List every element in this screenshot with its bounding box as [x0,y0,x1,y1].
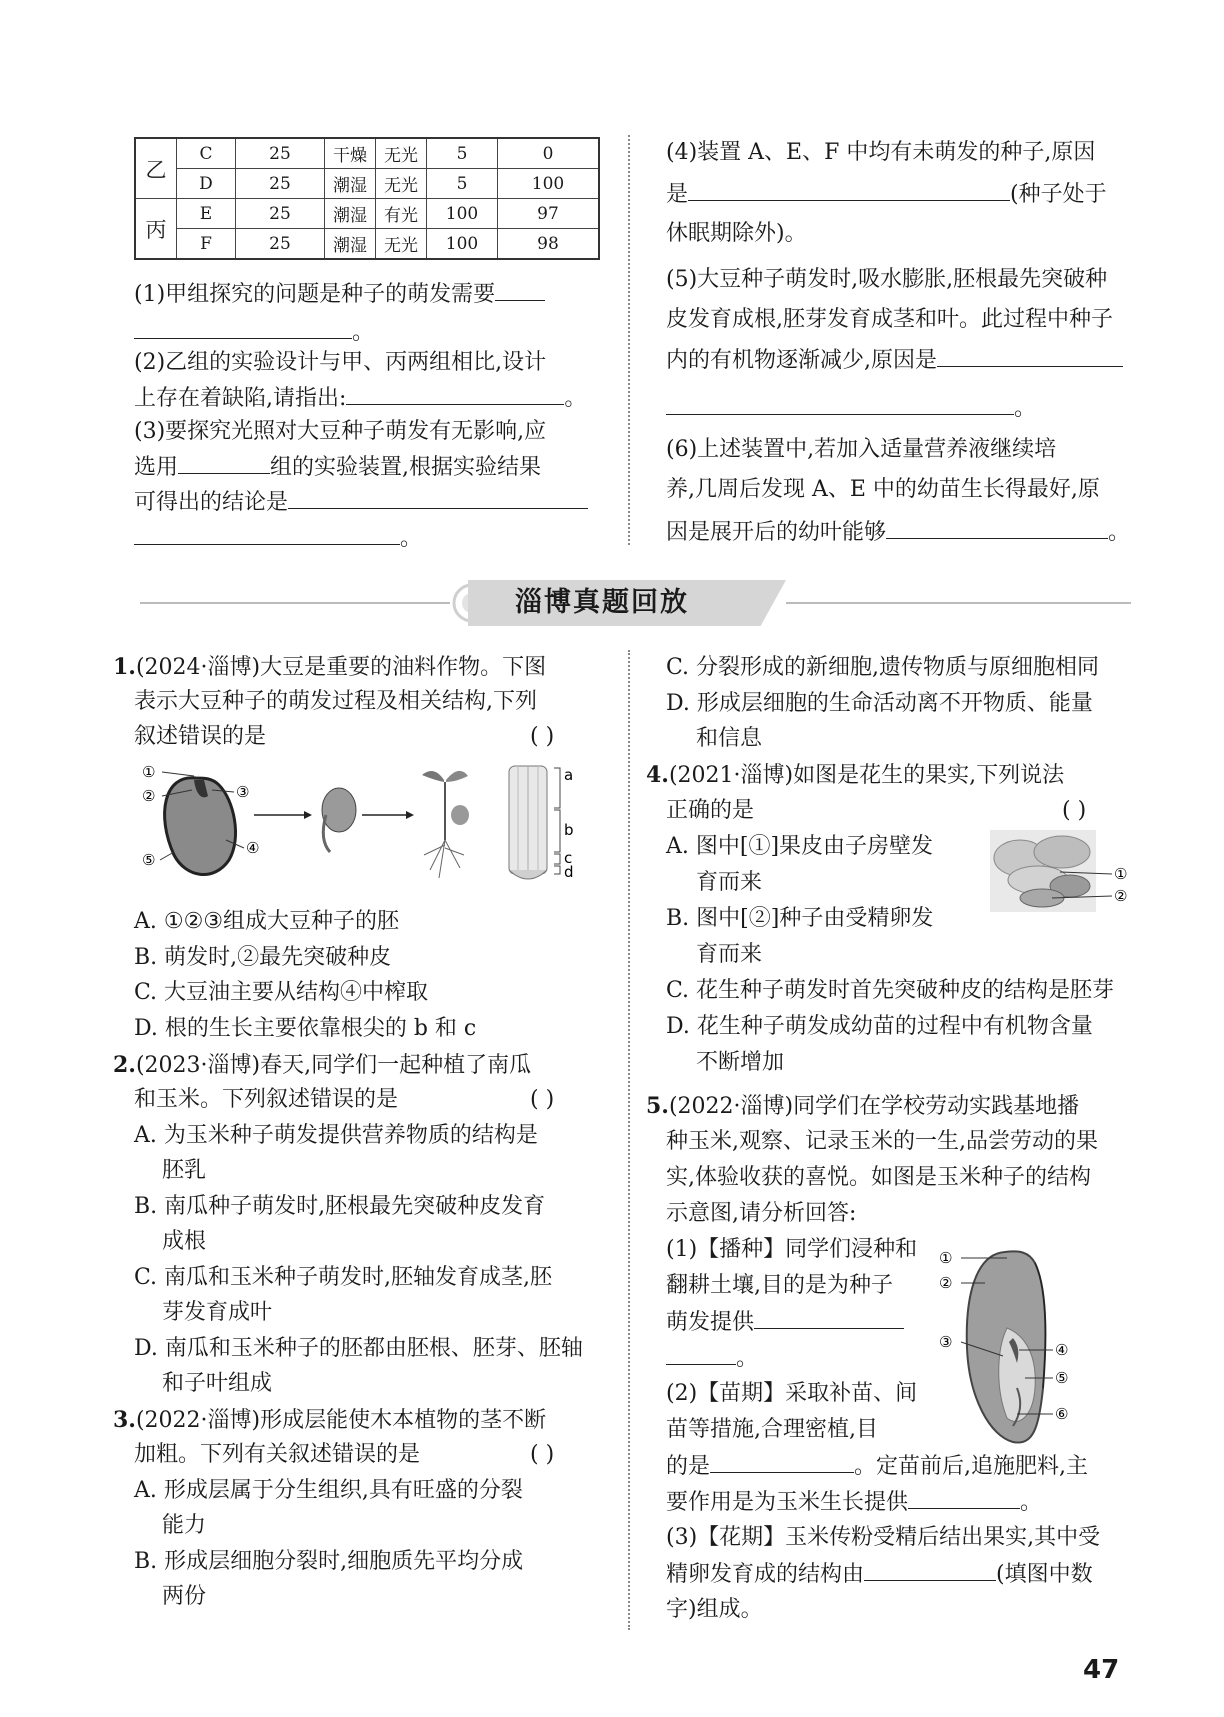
q5-line-3: 实,体验收获的喜悦。如图是玉米种子的结构 [666,1165,1091,1190]
temp-cell: 25 [236,138,325,169]
q2-option-d[interactable]: D. 南瓜和玉米种子的胚都由胚根、胚芽、胚轴 [134,1336,583,1361]
question-text: 的是 [666,1454,711,1479]
experiment-table [134,137,600,260]
q5-part-1: (1)【播种】同学们浸种和 [666,1237,918,1262]
q5-part-3-cont2: 字)组成。 [666,1597,763,1622]
q5-part-2-cont2 [666,1448,1088,1485]
group-cell: 乙 [135,138,177,199]
question-text: 。定苗前后,追施肥料,主 [854,1454,1089,1479]
corn-label: ④ [1055,1341,1069,1359]
question-text: 精卵发育成的结构由 [666,1562,865,1587]
group-cell: 丙 [135,199,177,260]
table-row [135,138,599,169]
q1-line-3: 叙述错误的是 [134,724,267,749]
q5-part-2: (2)【苗期】采取补苗、间 [666,1381,918,1406]
q3-option-d[interactable]: D. 形成层细胞的生命活动离不开物质、能量 [666,691,1093,716]
question-2-stem: (2)乙组的实验设计与甲、丙两组相比,设计 [134,350,547,375]
question-3-cont [134,449,541,486]
column-divider-top [628,135,630,545]
answer-blank[interactable] [346,380,564,405]
soybean-germination-figure [134,760,604,890]
question-text: (种子处于 [1010,182,1107,207]
question-number: 5. [646,1093,669,1119]
id-cell: D [177,169,236,199]
q1-line-2: 表示大豆种子的萌发过程及相关结构,下列 [134,689,537,714]
answer-blank[interactable] [688,176,1010,201]
question-2-cont [134,380,586,417]
question-5-stem: (5)大豆种子萌发时,吸水膨胀,胚根最先突破种 [666,267,1108,292]
banner-rule-right [786,602,1131,604]
q5-part-3-cont [666,1556,1093,1593]
question-4-cont [666,176,1107,213]
q1-option-c[interactable]: C. 大豆油主要从结构④中榨取 [134,980,429,1005]
q1-line-1 [113,649,546,686]
question-number: 3. [113,1407,136,1433]
q2-option-d-cont: 和子叶组成 [162,1371,273,1396]
rate-cell: 100 [498,169,600,199]
count-cell: 5 [427,169,498,199]
question-6-stem: (6)上述装置中,若加入适量营养液继续培 [666,437,1057,462]
question-5-cont3 [666,390,1036,427]
question-text: 选用 [134,455,179,480]
table-row [135,199,599,229]
question-text: (2022·淄博)形成层能使木本植物的茎不断 [135,1408,547,1433]
question-6-cont: 养,几周后发现 A、E 中的幼苗生长得最好,原 [666,477,1100,502]
corn-label: ③ [939,1333,953,1351]
question-text: 组的实验装置,根据实验结果 [270,455,542,480]
answer-blank[interactable] [864,1556,996,1581]
q3-option-c[interactable]: C. 分裂形成的新细胞,遗传物质与原细胞相同 [666,655,1100,680]
seed-label: ③ [236,783,250,801]
answer-blank[interactable] [666,390,1014,415]
q4-option-b-cont: 育而来 [696,942,763,967]
answer-paren[interactable]: ( ) [530,1087,555,1112]
question-text: (2022·淄博)同学们在学校劳动实践基地播 [668,1094,1080,1119]
q2-line-1 [113,1047,531,1084]
q3-line-2: 加粗。下列有关叙述错误的是 [134,1442,421,1467]
question-text: (2023·淄博)春天,同学们一起种植了南瓜 [135,1053,532,1078]
q3-line-1 [113,1402,546,1439]
root-zone-label: c [564,849,573,867]
question-text: 。 [564,386,587,411]
question-3-cont3 [134,520,422,557]
question-number: 1. [113,654,136,680]
light-cell: 无光 [376,169,427,199]
question-text: 。 [1020,1490,1043,1515]
question-6-cont2 [666,514,1130,551]
question-3-stem: (3)要探究光照对大豆种子萌发有无影响,应 [134,419,547,444]
id-cell: F [177,229,236,260]
seed-label: ② [142,787,156,805]
answer-blank[interactable] [178,449,270,474]
question-text: (2024·淄博)大豆是重要的油料作物。下图 [135,655,547,680]
water-cell: 潮湿 [325,199,376,229]
question-4-cont2: 休眠期除外)。 [666,221,807,246]
light-cell: 有光 [376,199,427,229]
root-zone-label: a [564,766,574,784]
question-3-cont2 [134,484,588,521]
q4-option-d[interactable]: D. 花生种子萌发成幼苗的过程中有机物含量 [666,1014,1093,1039]
q1-option-d[interactable]: D. 根的生长主要依靠根尖的 b 和 c [134,1016,477,1041]
q2-option-c[interactable]: C. 南瓜和玉米种子萌发时,胚轴发育成茎,胚 [134,1265,553,1290]
q2-option-a-cont: 胚乳 [162,1158,207,1183]
corn-label: ⑥ [1055,1405,1069,1423]
table-row [135,229,599,260]
question-text: 。 [400,526,423,551]
q3-option-b[interactable]: B. 形成层细胞分裂时,细胞质先平均分成 [134,1549,524,1574]
light-cell: 无光 [376,138,427,169]
q4-option-a-cont: 育而来 [696,870,763,895]
count-cell: 100 [427,229,498,260]
q5-line-4: 示意图,请分析回答: [666,1201,857,1226]
corn-label: ① [939,1249,953,1267]
q5-part-2-cont3 [666,1484,1042,1521]
q4-option-d-cont: 不断增加 [696,1050,785,1075]
q3-option-a[interactable]: A. 形成层属于分生组织,具有旺盛的分裂 [134,1478,523,1503]
question-text: (2021·淄博)如图是花生的果实,下列说法 [668,763,1065,788]
question-text: 因是展开后的幼叶能够 [666,520,887,545]
answer-paren[interactable]: ( ) [1062,798,1087,823]
answer-blank[interactable] [288,484,588,509]
seed-label: ④ [246,839,260,857]
q5-line-2: 种玉米,观察、记录玉米的一生,品尝劳动的果 [666,1129,1098,1154]
q2-line-2: 和玉米。下列叙述错误的是 [134,1087,399,1112]
q3-option-a-cont: 能力 [162,1513,207,1538]
answer-blank[interactable] [134,314,352,339]
question-1-stem [134,276,545,313]
question-text: 。 [352,320,375,345]
answer-paren[interactable]: ( ) [530,724,555,749]
answer-blank[interactable] [754,1304,904,1329]
q1-option-a[interactable]: A. ①②③组成大豆种子的胚 [134,909,400,934]
q2-option-b[interactable]: B. 南瓜种子萌发时,胚根最先突破种皮发育 [134,1194,546,1219]
question-text: 。 [1108,520,1131,545]
page-number: 47 [1083,1655,1120,1685]
question-text: (填图中数 [996,1562,1093,1587]
answer-paren[interactable]: ( ) [530,1442,555,1467]
q4-option-b[interactable]: B. 图中[②]种子由受精卵发 [666,906,934,931]
water-cell: 干燥 [325,138,376,169]
q2-option-a[interactable]: A. 为玉米种子萌发提供营养物质的结构是 [134,1123,538,1148]
water-cell: 潮湿 [325,229,376,260]
q4-line-1 [646,757,1064,794]
answer-blank[interactable] [710,1448,854,1473]
question-text: 可得出的结论是 [134,490,289,515]
answer-blank[interactable] [134,520,400,545]
temp-cell: 25 [236,229,325,260]
peanut-label: ② [1114,887,1128,905]
q5-line-1 [646,1088,1079,1125]
answer-blank[interactable] [495,276,545,301]
rate-cell: 97 [498,199,600,229]
answer-blank[interactable] [937,342,1123,367]
q4-option-c[interactable]: C. 花生种子萌发时首先突破种皮的结构是胚芽 [666,978,1115,1003]
q4-option-a[interactable]: A. 图中[①]果皮由子房壁发 [666,834,934,859]
corn-label: ② [939,1274,953,1292]
seed-label: ① [142,763,156,781]
question-number: 2. [113,1052,136,1078]
q4-line-2: 正确的是 [666,798,755,823]
question-text: 上存在着缺陷,请指出: [134,386,347,411]
peanut-figure [990,830,1140,915]
root-zone-label: b [564,821,574,839]
column-divider-bottom [628,650,630,1630]
corn-seed-figure [935,1238,1145,1448]
q2-option-b-cont: 成根 [162,1229,207,1254]
q5-part-1-cont: 翻耕土壤,目的是为种子 [666,1273,893,1298]
banner-rule-left [140,602,450,604]
q1-option-b[interactable]: B. 萌发时,②最先突破种皮 [134,945,392,970]
q5-part-1-cont2 [666,1304,904,1341]
root-zone-label: d [564,863,574,881]
q2-option-c-cont: 芽发育成叶 [162,1300,273,1325]
count-cell: 5 [427,138,498,169]
question-number: 4. [646,762,669,788]
question-5-cont2 [666,342,1123,379]
answer-blank[interactable] [886,514,1108,539]
rate-cell: 98 [498,229,600,260]
table-row [135,169,599,199]
section-title: 淄博真题回放 [515,587,689,618]
temp-cell: 25 [236,169,325,199]
answer-blank[interactable] [666,1340,736,1365]
seed-label: ⑤ [142,851,156,869]
question-text: (1)甲组探究的问题是种子的萌发需要 [134,282,496,307]
peanut-label: ① [1114,865,1128,883]
answer-blank[interactable] [908,1484,1020,1509]
water-cell: 潮湿 [325,169,376,199]
question-text: 内的有机物逐渐减少,原因是 [666,348,937,373]
question-text: 是 [666,182,689,207]
question-4-stem: (4)装置 A、E、F 中均有未萌发的种子,原因 [666,140,1096,165]
question-text: 萌发提供 [666,1310,755,1335]
count-cell: 100 [427,199,498,229]
question-text: 要作用是为玉米生长提供 [666,1490,909,1515]
q5-part-2-cont: 苗等措施,合理密植,目 [666,1417,878,1442]
rate-cell: 0 [498,138,600,169]
id-cell: C [177,138,236,169]
q3-option-b-cont: 两份 [162,1584,207,1609]
corn-label: ⑤ [1055,1369,1069,1387]
light-cell: 无光 [376,229,427,260]
q5-part-3: (3)【花期】玉米传粉受精后结出果实,其中受 [666,1525,1101,1550]
question-5-cont: 皮发育成根,胚芽发育成茎和叶。此过程中种子 [666,307,1113,332]
q5-part-1-cont3 [666,1340,758,1377]
question-text: 。 [1014,396,1037,421]
temp-cell: 25 [236,199,325,229]
question-text: 。 [736,1346,759,1371]
q3-option-d-cont: 和信息 [696,726,763,751]
id-cell: E [177,199,236,229]
